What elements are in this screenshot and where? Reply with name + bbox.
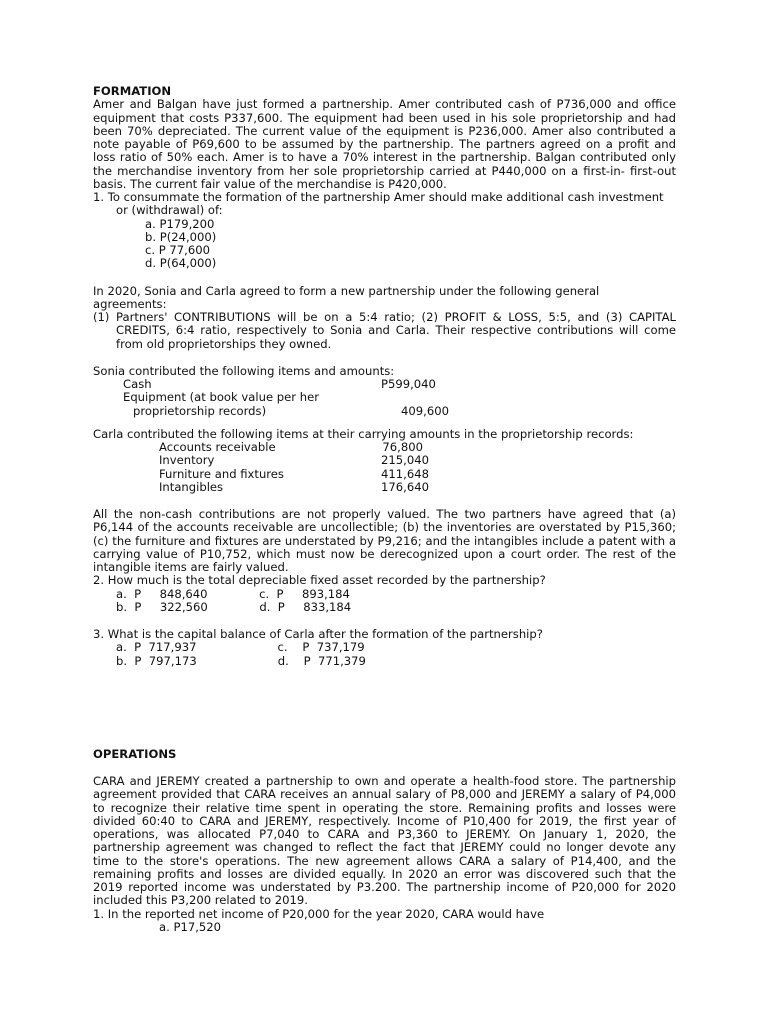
sonia-equip-value: 409,600 [401, 403, 449, 418]
sonia-cash-label: Cash [123, 377, 152, 391]
carla-item-label: Furniture and fixtures [159, 466, 284, 481]
sonia-equip-label2: proprietorship records) [133, 403, 267, 418]
operations-heading: OPERATIONS [93, 746, 177, 761]
q1-option-d: d. P(64,000) [145, 256, 217, 271]
sonia-intro: Sonia contributed the following items and amounts: [93, 363, 395, 378]
operations-question-1: 1. In the reported net income of P20,000 for the year 2020, CARA would have [93, 906, 545, 921]
question-1: 1. To consummate the formation of the partnership Amer should make additional cash investment [93, 190, 664, 204]
question-2: 2. How much is the total depreciable fixed asset recorded by the partnership? [93, 573, 546, 588]
sonia-cash-value: P599,040 [381, 377, 436, 391]
q3-options-row-2: b. P 797,173 d. P 771,379 [116, 653, 366, 668]
carla-row [93, 441, 676, 454]
carla-item-value: 411,648 [381, 466, 429, 481]
sonia-equip-label: Equipment (at book value per her [123, 390, 319, 405]
formation-intro: Amer and Balgan have just formed a partnership. Amer contributed cash of P736,000 and office equipment that costs P337,600. The equipment had been used in his sole proprietorship and had been 70% depreciated. The current value of the equipment is P236,000. Amer also contributed a note payable of P69,600 to be assumed by the partnership. The partners agreed on a profit and loss ratio of 50% each. Amer is to have a 70% interest in the partnership. Balgan contributed only the merchandise inventory from her sole proprietorship carried at P440,000 on a first-in- first-out basis. The current fair value of the merchandise is P420,000. [93, 97, 676, 191]
carla-intro: Carla contributed the following items at their carrying amounts in the proprietorship records: [93, 426, 634, 441]
q3-options-row-1: a. P 717,937 c. P 737,179 [116, 640, 365, 655]
formation-heading: FORMATION [93, 84, 172, 98]
noncash-paragraph: All the non-cash contributions are not properly valued. The two partners have agreed that (a) P6,144 of the accounts receivable are uncollectible; (b) the inventories are overstated by P15,360; (c) the furniture and fixtures are understated by P9,216; and the intangibles include a patent with a carrying value of P10,752, which must now be derecognized upon a court order. The rest of the intangible items are fairly valued. [93, 507, 676, 574]
case2-intro: In 2020, Sonia and Carla agreed to form a new partnership under the following general agreements: [93, 283, 600, 311]
operations-q1-option-a: a. P17,520 [159, 919, 222, 934]
q1-option-a: a. P179,200 [145, 216, 215, 231]
carla-row [93, 468, 676, 481]
q1-option-b: b. P(24,000) [145, 229, 217, 244]
carla-item-value: 76,800 [382, 440, 423, 454]
question-3: 3. What is the capital balance of Carla after the formation of the partnership? [93, 627, 543, 641]
operations-paragraph: CARA and JEREMY created a partnership to own and operate a health-food store. The partnership agreement provided that CARA receives an annual salary of P8,000 and JEREMY a salary of P4,000 to recognize their relative time spent in operating the store. Remaining profits and losses were divided 60:40 to CARA and JEREMY, respectively. Income of P10,400 for 2019, the first year of operations, was allocated P7,040 to CARA and P3,360 to JEREMY. On January 1, 2020, the partnership agreement was changed to reflect the fact that JEREMY could no longer devote any time to the store's operations. The new agreement allows CARA a salary of P14,400, and the remaining profits and losses are divided equally. In 2020 an error was discovered such that the 2019 reported income was understated by P3.200. The partnership income of P20,000 for 2020 included this P3,200 related to 2019. [93, 774, 676, 908]
carla-item-label: Inventory [159, 453, 215, 468]
carla-item-value: 176,640 [381, 479, 429, 494]
sonia-equip-row [93, 405, 676, 418]
q2-options-row-2: b. P 322,560 d. P 833,184 [116, 599, 352, 614]
sonia-cash-row [93, 378, 676, 391]
q1-option-c: c. P 77,600 [145, 243, 210, 257]
carla-item-label: Accounts receivable [159, 440, 276, 454]
carla-item-label: Intangibles [159, 479, 224, 494]
document-page [93, 85, 676, 934]
case2-terms: (1) Partners' CONTRIBUTIONS will be on a 5:4 ratio; (2) PROFIT & LOSS, 5:5, and (3) CAPITAL CREDITS, 6:4 ratio, respectively to Sonia and Carla. Their respective contributions will come from old proprietorships they owned. [93, 310, 676, 351]
carla-row [93, 454, 676, 467]
question-1-continued: or (withdrawal) of: [116, 203, 223, 218]
carla-item-value: 215,040 [381, 453, 429, 468]
carla-row [93, 481, 676, 494]
q2-options-row-1: a. P 848,640 c. P 893,184 [116, 586, 350, 601]
